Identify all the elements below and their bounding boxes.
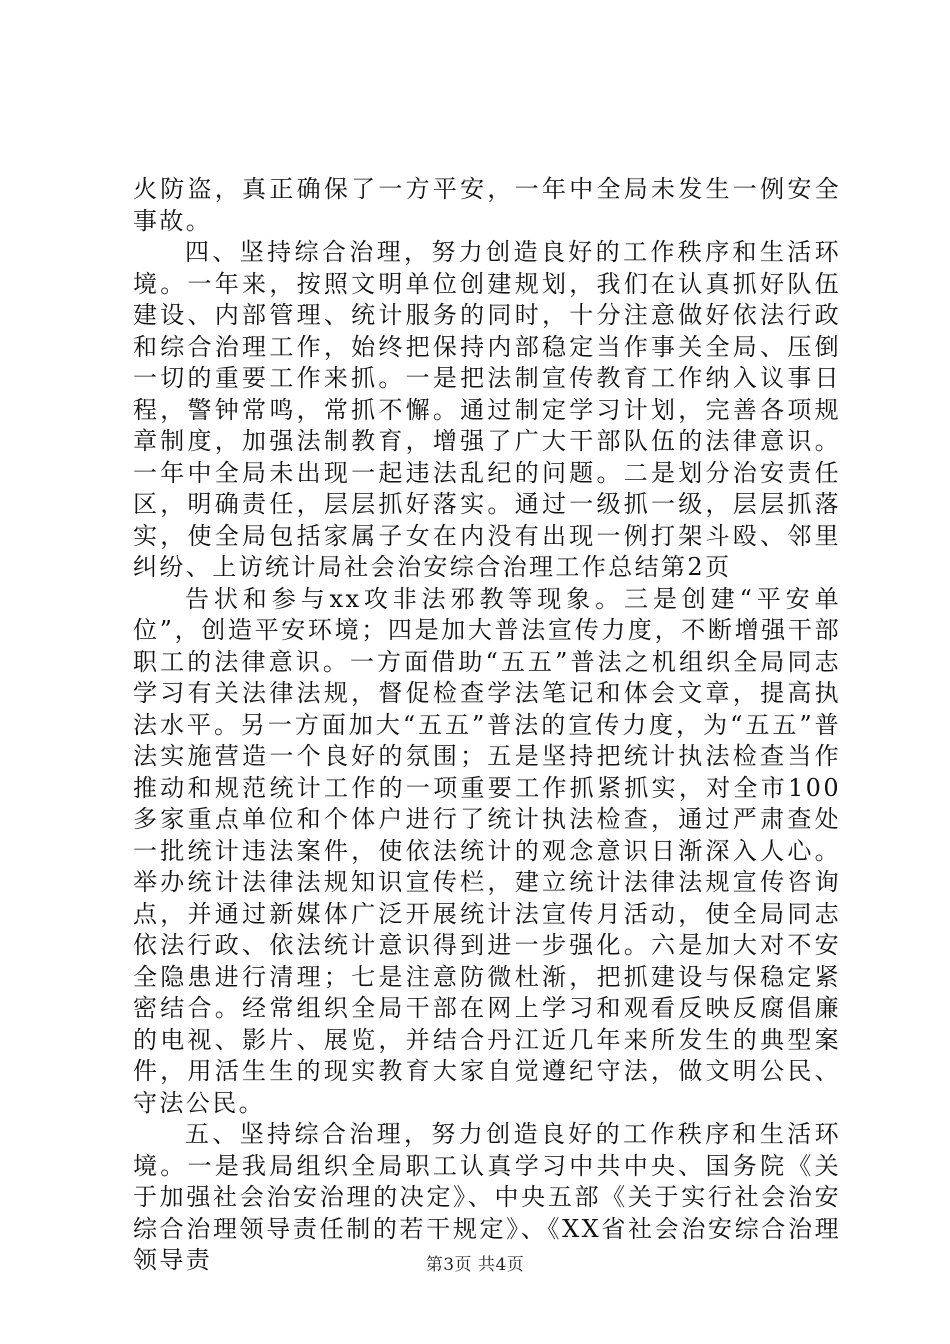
document-body <box>133 174 841 1277</box>
paragraph-1: 火防盗，真正确保了一方平安，一年中全局未发生一例安全事故。 <box>133 175 841 235</box>
paragraph-2: 四、坚持综合治理，努力创造良好的工作秩序和生活环境。一年来，按照文明单位创建规划，我们在认真抓好队伍建设、内部管理、统计服务的同时，十分注意做好依法行政和综合治理工作，始终把保持内部稳定当作事关全局、压倒一切的重要工作来抓。一是把法制宣传教育工作纳入议事日程，警钟常鸣，常抓不懈。通过制定学习计划，完善各项规章制度，加强法制教育，增强了广大干部队伍的法律意识。一年中全局未出现一起违法乱纪的问题。二是划分治安责任区，明确责任，层层抓好落实。通过一级抓一级，层层抓落实，使全局包括家属子女在内没有出现一例打架斗殴、邻里纠纷、上访统计局社会治安综合治理工作总结第2页 <box>133 238 841 581</box>
paragraph-3: 告状和参与xx攻非法邪教等现象。三是创建“平安单位”，创造平安环境；四是加大普法宣传力度，不断增强干部职工的法律意识。一方面借助“五五”普法之机组织全局同志学习有关法律法规，督促检查学法笔记和体会文章，提高执法水平。另一方面加大“五五”普法的宣传力度，为“五五”普法实施营造一个良好的氛围；五是坚持把统计执法检查当作推动和规范统计工作的一项重要工作抓紧抓实，对全市100多家重点单位和个体户进行了统计执法检查，通过严肃查处一批统计违法案件，使依法统计的观念意识日渐深入人心。举办统计法律法规知识宣传栏，建立统计法律法规宣传咨询点，并通过新媒体广泛开展统计法宣传月活动，使全局同志依法行政、依法统计意识得到进一步强化。六是加大对不安全隐患进行清理；七是注意防微杜渐，把抓建设与保稳定紧密结合。经常组织全局干部在网上学习和观看反映反腐倡廉的电视、影片、展览，并结合丹江近几年来所发生的典型案件，用活生生的现实教育大家自觉遵纪守法，做文明公民、守法公民。 <box>133 584 841 1117</box>
paragraph-4: 五、坚持综合治理，努力创造良好的工作秩序和生活环境。一是我局组织全局职工认真学习中共中央、国务院《关于加强社会治安治理的决定》、中央五部《关于实行社会治安综合治理领导责任制的若干规定》、《XX省社会治安综合治理领导责 <box>133 1120 841 1274</box>
page-footer: 第3页 共4页 <box>425 1255 525 1275</box>
